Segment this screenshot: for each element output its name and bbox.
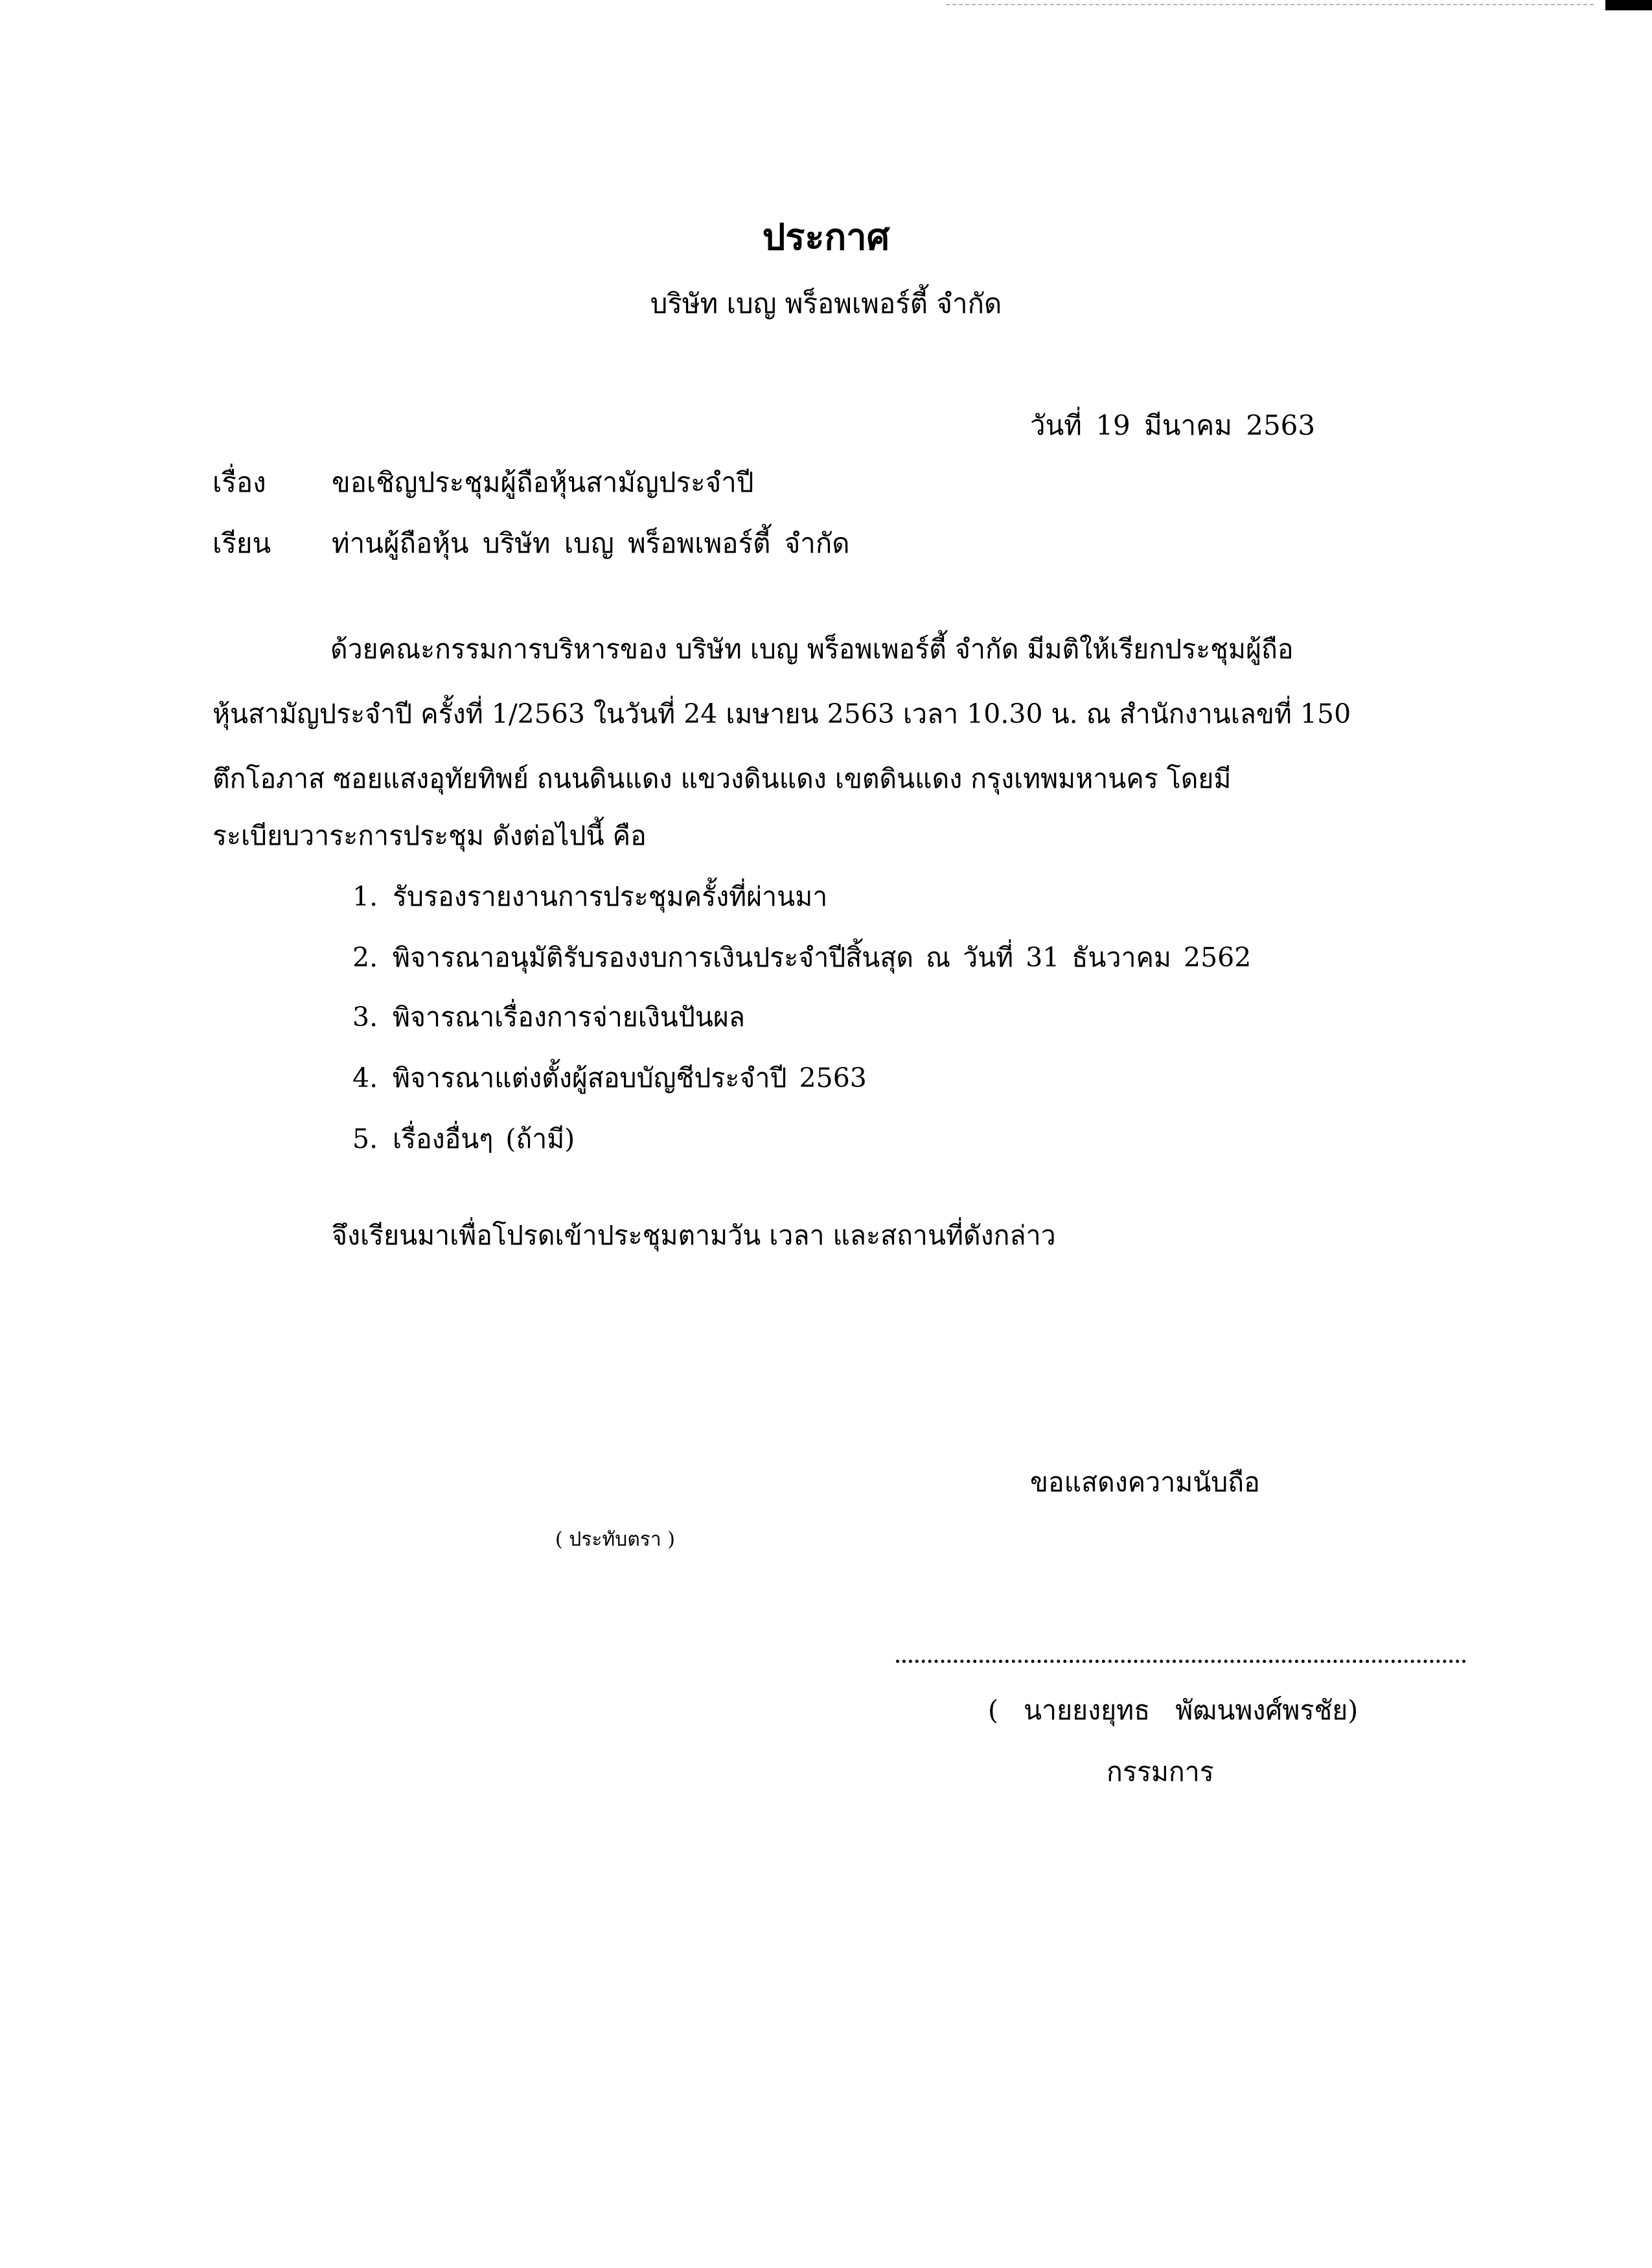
signature-line <box>896 1660 1466 1663</box>
agenda-item-4-number: 4. <box>352 1062 378 1094</box>
recipient-value: ท่านผู้ถือหุ้น บริษัท เบญ พร็อพเพอร์ตี้ จำกัด <box>332 527 850 559</box>
recipient-label: เรียน <box>212 527 271 559</box>
signer-position: กรรมการ <box>1107 1756 1214 1787</box>
document-date: วันที่ 19 มีนาคม 2563 <box>1030 409 1316 441</box>
seal-note: ( ประทับตรา ) <box>555 1528 676 1551</box>
body-line-3: ตึกโอภาส ซอยแสงอุทัยทิพย์ ถนนดินแดง แขวงดินแดง เขตดินแดง กรุงเทพมหานคร โดยมี <box>212 763 1232 794</box>
body-line-4: ระเบียบวาระการประชุม ดังต่อไปนี้ คือ <box>212 820 647 851</box>
agenda-item-1-number: 1. <box>352 881 378 912</box>
agenda-item-2-text: พิจารณาอนุมัติรับรองงบการเงินประจำปีสิ้นสุด ณ วันที่ 31 ธันวาคม 2562 <box>393 942 1252 973</box>
agenda-item-5-text: เรื่องอื่นๆ (ถ้ามี) <box>393 1123 575 1154</box>
body-line-2: หุ้นสามัญประจำปี ครั้งที่ 1/2563 ในวันที่ 24 เมษายน 2563 เวลา 10.30 น. ณ สำนักงานเลขที่ 150 <box>212 698 1351 729</box>
scan-corner-mark <box>1605 0 1652 10</box>
closing-statement: จึงเรียนมาเพื่อโปรดเข้าประชุมตามวัน เวลา และสถานที่ดังกล่าว <box>332 1220 1056 1251</box>
agenda-item-2-number: 2. <box>352 942 378 973</box>
agenda-item-1-text: รับรองรายงานการประชุมครั้งที่ผ่านมา <box>393 881 828 912</box>
agenda-item-3-text: พิจารณาเรื่องการจ่ายเงินปันผล <box>393 1002 746 1033</box>
agenda-item-5-number: 5. <box>352 1123 378 1154</box>
agenda-item-4-text: พิจารณาแต่งตั้งผู้สอบบัญชีประจำปี 2563 <box>393 1062 867 1094</box>
document-title: ประกาศ <box>762 216 890 258</box>
signer-name: ( นายยงยุทธ พัฒนพงศ์พรชัย) <box>988 1695 1359 1726</box>
subject-label: เรื่อง <box>212 466 266 498</box>
regards-text: ขอแสดงความนับถือ <box>1030 1467 1260 1498</box>
subject-value: ขอเชิญประชุมผู้ถือหุ้นสามัญประจำปี <box>332 466 754 498</box>
body-line-1: ด้วยคณะกรรมการบริหารของ บริษัท เบญ พร็อพเพอร์ตี้ จำกัด มีมติให้เรียกประชุมผู้ถือ <box>330 634 1294 665</box>
agenda-item-3-number: 3. <box>352 1002 378 1033</box>
company-name: บริษัท เบญ พร็อพเพอร์ตี้ จำกัด <box>650 288 1002 319</box>
scan-edge-line <box>946 4 1594 5</box>
